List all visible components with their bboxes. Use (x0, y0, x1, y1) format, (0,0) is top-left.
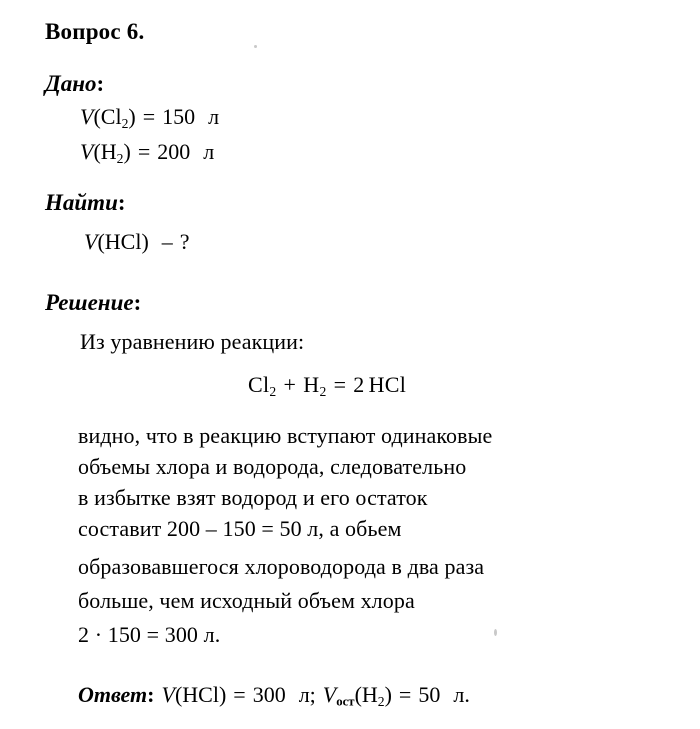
find-species: (HCl) (97, 229, 149, 254)
solution-paragraph-line: больше, чем исходный объем хлора (78, 588, 415, 613)
given-entry-chlorine: $V(Cl_2) = 150$ л (80, 104, 220, 131)
answer-separator: ; (309, 682, 316, 707)
find-expression (84, 231, 190, 253)
equation-product: HCl (368, 372, 407, 397)
equation-reactant-2: H (303, 372, 320, 397)
answer-residual-unit: л. (453, 682, 470, 707)
given-chlorine-value: 150 (162, 104, 196, 129)
given-hydrogen-equals: = (137, 139, 151, 164)
given-chlorine-quantity: V (80, 104, 94, 129)
answer-residual-species-open: (H (354, 682, 378, 707)
solution-paragraph-line: в избытке взят водород и его остаток (78, 485, 428, 510)
answer-residual-value: 50 (418, 682, 441, 707)
given-chlorine-equals: = (142, 104, 156, 129)
answer-hcl-equals: = (233, 682, 246, 707)
given-hydrogen-value: 200 (157, 139, 191, 164)
answer-line (78, 684, 470, 708)
page-title: Вопрос 6. (45, 19, 145, 44)
find-label-colon: : (117, 190, 126, 215)
scan-speckle (494, 629, 497, 636)
given-hydrogen-quantity: V (80, 139, 94, 164)
answer-residual-species-subscript: 2 (377, 693, 385, 709)
equation-reactant-1-subscript: 2 (269, 383, 277, 399)
given-hydrogen-unit: л (203, 139, 215, 164)
solution-paragraph-line: составит 200 – 150 = 50 л, а обьем (78, 516, 402, 541)
find-dash: – (161, 229, 173, 254)
find-question-mark: ? (179, 229, 190, 254)
given-chlorine-species: Cl (100, 104, 122, 129)
answer-residual-subscript: ост (336, 694, 355, 709)
given-hydrogen-subscript: 2 (116, 150, 124, 166)
find-label-text: Найти (45, 190, 118, 215)
answer-hcl-quantity: V (161, 682, 175, 707)
equation-plus-sign: + (283, 372, 297, 397)
solution-paragraph-line: образовавшегося хлороводорода в два раза (78, 554, 485, 579)
answer-label-colon: : (147, 682, 155, 707)
given-chlorine-unit: л (208, 104, 220, 129)
equation-equals-sign: = (333, 372, 347, 397)
solution-paragraph-line: объемы хлора и водорода, следовательно (78, 454, 467, 479)
solution-label (45, 291, 141, 314)
solution-paragraph-line: 2 · 150 = 300 л. (78, 622, 221, 647)
answer-hcl-value: 300 (252, 682, 286, 707)
solution-intro: Из уравнению реакции: (80, 329, 305, 354)
given-label (45, 72, 104, 95)
equation-reactant-2-subscript: 2 (319, 383, 327, 399)
equation-coefficient: 2 (353, 372, 365, 397)
solution-label-text: Решение (45, 290, 134, 315)
given-label-colon: : (96, 71, 105, 96)
answer-residual-equals: = (398, 682, 412, 707)
reaction-equation (248, 374, 406, 398)
find-quantity: V (84, 229, 98, 254)
answer-residual-species-close: ) (384, 682, 392, 707)
given-label-text: Дано (45, 71, 97, 96)
solution-label-colon: : (133, 290, 142, 315)
given-entry-hydrogen: $V(H_2) = 200$ л (80, 139, 215, 166)
answer-hcl-unit: л (298, 682, 310, 707)
answer-hcl-species: (HCl) (174, 682, 227, 707)
solution-paragraph-line: видно, что в реакцию вступают одинаковые (78, 423, 493, 448)
equation-reactant-1: Cl (248, 372, 270, 397)
find-label (45, 191, 126, 214)
answer-residual-quantity: V (322, 682, 337, 707)
given-hydrogen-species: H (100, 139, 117, 164)
given-chlorine-subscript: 2 (121, 115, 129, 131)
scan-speckle (254, 45, 257, 48)
answer-label: Ответ (78, 682, 148, 707)
